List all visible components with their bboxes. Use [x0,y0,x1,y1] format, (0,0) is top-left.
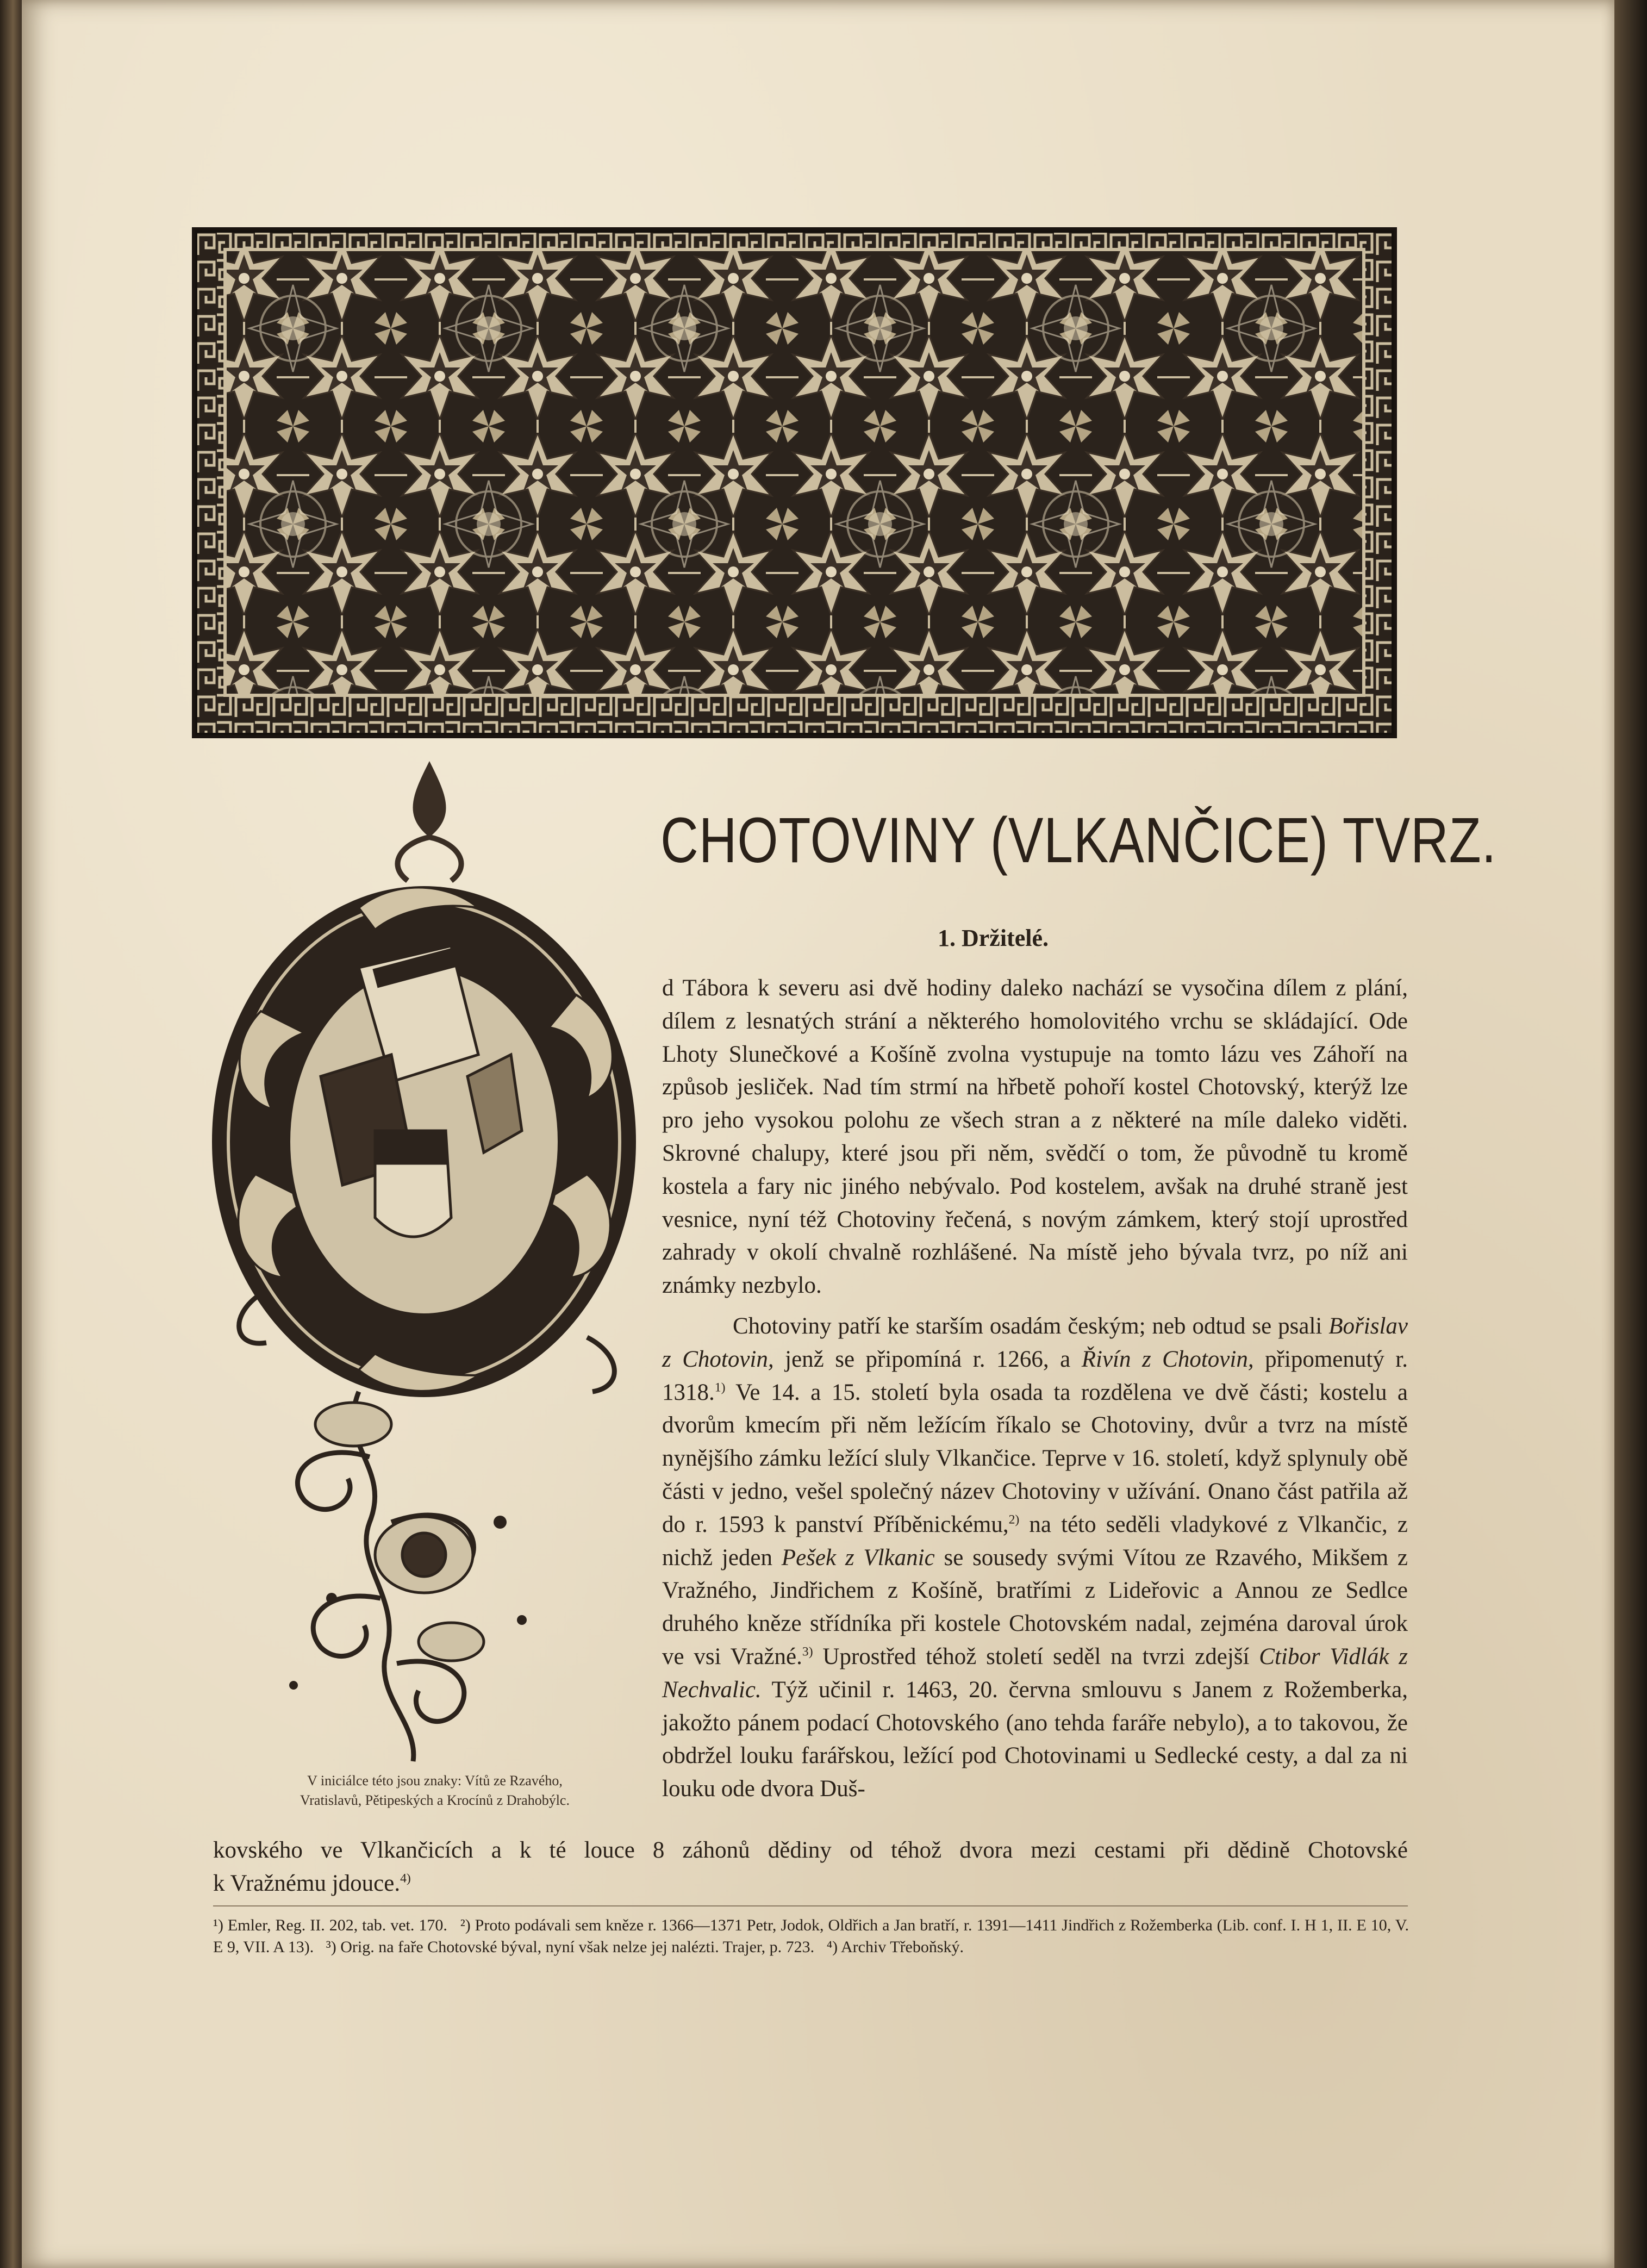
person-name: Bořislav z Chotovin, [662,1313,1408,1372]
paragraph-intro: d Tábora k severu asi dvě hodiny daleko nachází se vysočina dílem z plání, dílem z lesnatých strání a některého homolovitého vrchu se skládající. Ode Lhoty Slunečkové a Košíně zvolna vystupuje na tomto lázu ves Záhoří na způsob jesliček. Nad tím strmí na hřbetě pohoří kostel Chotovský, kterýž lze pro jeho vysokou polohu ze všech stran a z některé na míle daleko viděti. Skrovné chalupy, které jsou při něm, svědčí o tom, že původně tu kromě kostela a fary nic jiného nebývalo. Pod kostelem, avšak na druhé straně jest vesnice, nyní též Chotoviny řečená, s novým zámkem, který stojí uprostřed zahrady v okolí chvalně rozhlášené. Na místě jeho bývala tvrz, po níž ani známky nezbylo. [662,975,1408,1299]
text-run: Týž učinil r. 1463, 20. června smlouvu s Janem z Rožemberka, jakožto pánem podací Chotovského (ano tehda faráře nebylo), a to takovou, že obdržel louku farářskou, ležící pod Chotovinami u Sedlecké cesty, a dal za ni louku ode dvora Duš- [662,1677,1408,1802]
footnote-divider [213,1905,1408,1906]
person-name: Pešek z Vlkanic [781,1544,935,1571]
footnote: ⁴) Archiv Třeboňský. [826,1938,964,1956]
text-run: Chotoviny patří ke starším osadám českým; neb odtud se psali [733,1313,1329,1339]
footnote-ref: 4) [400,1871,411,1886]
footnote: ³) Orig. na faře Chotovské býval, nyní však nelze jej nalézti. Trajer, p. 723. [326,1938,815,1956]
page-edge-shadow [1614,0,1647,2268]
footnotes [213,1915,1409,1958]
text-run: Uprostřed téhož století seděl na tvrzi zdejší [813,1643,1259,1669]
text-line: kovského ve Vlkančicích a k té louce 8 záhonů dědiny od téhož dvora mezi cestami při dědině Chotovské [213,1837,1408,1863]
section-heading: 1. Držitelé. [938,925,1049,951]
paragraph-history [662,1310,1408,1806]
ornamental-tile-illustration [192,227,1397,738]
book-spine-shadow [0,0,22,2268]
text-run: se sousedy svými Vítou ze Rzavého, Mikšem z Vražného, Jindřichem z Košíně, bratřími z Lideřovic a Annou ze Sedlce druhého kněze střídníka při kostele Chotovském nadal, zejména daroval úrok ve vsi Vražné. [662,1544,1408,1669]
footnote: ²) Proto podávali sem kněze r. 1366—1371 Petr, Jodok, Oldřich a Jan bratří, r. 1391—1411 Jindřich z Rožemberka (Lib. conf. I. H 1, II. E 10, V. E 9, VII. A 13). [213,1916,1409,1956]
caption-line: V iniciálce této jsou znaky: Vítů ze Rzavého, [307,1773,563,1789]
caption-line: Vratislavů, Pětipeských a Krocínů z Drahobýlc. [300,1792,570,1808]
text-run: jenž se připomíná r. 1266, a [773,1346,1082,1372]
paragraph-continuation [213,1834,1408,1901]
person-name: Řivín z Chotovin, [1081,1346,1254,1372]
initial-caption [234,1771,636,1810]
footnote-ref: 3) [802,1644,813,1659]
text-run: k Vražnému jdouce. [213,1870,401,1896]
footnote-ref: 1) [714,1380,726,1395]
decorated-initial-letter [196,750,663,1772]
text-run: připomenutý r. 1318. [662,1346,1408,1405]
text-run: na této seděli vladykové z Vlkančic, z nichž jeden [662,1511,1408,1571]
footnote: ¹) Emler, Reg. II. 202, tab. vet. 170. [213,1916,447,1934]
page-title: CHOTOVINY (VLKANČICE) TVRZ. [660,805,1497,876]
person-name: Ctibor Vidlák z Nechvalic. [662,1643,1408,1703]
text-run: Ve 14. a 15. století byla osada ta rozdělena ve dvě části; kostelu a dvorům kmecím při něm ležícím říkalo se Chotoviny, dvůr a tvrz na místě nynějšího zámku ležící sluly Vlkančice. Teprve v 16. století, když splynuly obě části v jedno, vešel společný název Chotoviny v užívání. Onano část patřila až do r. 1593 k panství Příběnickému, [662,1379,1408,1537]
footnote-ref: 2) [1008,1512,1020,1527]
text-line [213,1867,1408,1901]
